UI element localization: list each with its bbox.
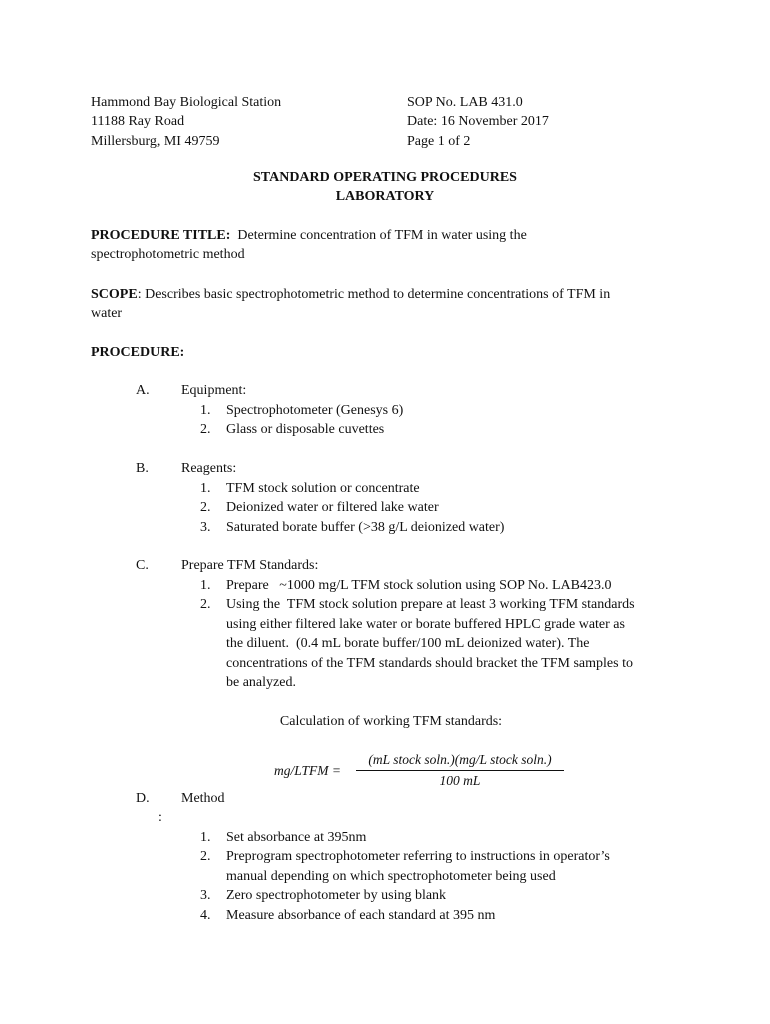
list-item: 1. Set absorbance at 395nm	[200, 830, 367, 845]
list-item: 3. Saturated borate buffer (>38 g/L deionized water)	[200, 519, 505, 535]
list-item: 1. Prepare ~1000 mg/L TFM stock solution using SOP No. LAB423.0	[200, 578, 612, 593]
address-line-1: 11188 Ray Road	[91, 114, 185, 130]
list-item: 2. Preprogram spectrophotometer referring to instructions in operator’s manual depending on which spectrophotometer being used	[200, 849, 610, 884]
formula-numerator: (mL stock soln.)(mg/L stock soln.)	[356, 750, 564, 771]
scope-text-2: water	[91, 306, 123, 322]
section-d-letter: D.	[136, 791, 150, 806]
section-c-heading: Prepare TFM Standards:	[181, 558, 319, 573]
section-a-letter: A.	[136, 383, 150, 398]
page-number: Page 1 of 2	[407, 133, 471, 149]
procedure-title-paragraph	[91, 226, 671, 265]
list-item: 2. Deionized water or filtered lake water	[200, 500, 439, 516]
formula-denominator: 100 mL	[439, 773, 481, 789]
list-item: 4. Measure absorbance of each standard at 395 nm	[200, 907, 496, 923]
sop-number: SOP No. LAB 431.0	[407, 95, 523, 110]
document-title-line-2: LABORATORY	[335, 189, 435, 204]
procedure-title-text-1: Determine concentration of TFM in water using the	[237, 228, 527, 243]
standards-list	[200, 576, 670, 692]
formula-fraction	[356, 750, 564, 791]
sop-date: Date: 16 November 2017	[407, 114, 549, 130]
reagents-list	[200, 479, 670, 537]
list-item: 3. Zero spectrophotometer by using blank	[200, 888, 447, 904]
section-c-letter: C.	[136, 558, 149, 573]
calculation-caption: Calculation of working TFM standards:	[279, 714, 503, 729]
procedure-heading: PROCEDURE:	[91, 345, 185, 360]
procedure-title-label: PROCEDURE TITLE:	[91, 228, 231, 243]
procedure-title-text-2: spectrophotometric method	[91, 247, 245, 263]
org-name: Hammond Bay Biological Station	[91, 95, 282, 110]
document-title-line-1: STANDARD OPERATING PROCEDURES	[253, 170, 517, 185]
scope-paragraph	[91, 285, 671, 324]
method-list	[200, 828, 670, 925]
header-sop-block	[407, 93, 549, 151]
section-d-heading: Method	[181, 791, 225, 806]
section-b-heading: Reagents:	[181, 461, 237, 476]
section-a-heading: Equipment:	[181, 383, 247, 398]
equipment-list	[200, 401, 670, 440]
address-line-2: Millersburg, MI 49759	[91, 133, 220, 149]
list-item: 1. TFM stock solution or concentrate	[200, 481, 420, 496]
list-item: 1. Spectrophotometer (Genesys 6)	[200, 403, 404, 418]
list-item: 2. Using the TFM stock solution prepare at least 3 working TFM standards using either filtered lake water or borate buffered HPLC grade water as the diluent. (0.4 mL borate buffer/100 mL deionized water). The concentrations of the TFM standards should bracket the TFM samples to be analyzed.	[200, 597, 635, 691]
scope-text-1: : Describes basic spectrophotometric method to determine concentrations of TFM in	[137, 287, 611, 302]
scope-label: SCOPE	[91, 287, 138, 302]
section-b-letter: B.	[136, 461, 149, 476]
list-item: 2. Glass or disposable cuvettes	[200, 422, 385, 438]
section-d-colon: :	[158, 810, 162, 825]
header-address-block	[91, 93, 281, 151]
formula-lhs: mg/LTFM =	[274, 763, 341, 778]
